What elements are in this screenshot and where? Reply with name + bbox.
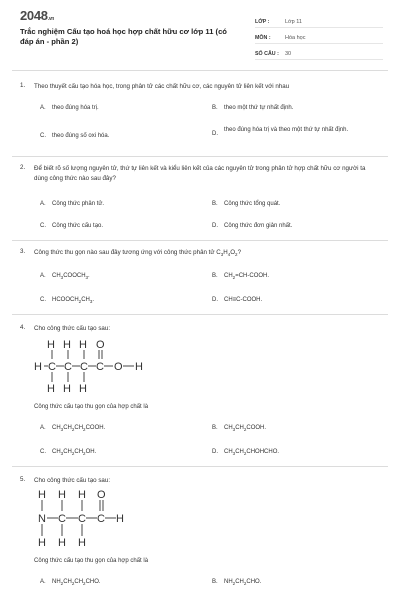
option-3a[interactable]: [40, 272, 90, 282]
option-text: theo đúng hóa trị và theo một thứ tự nhất định.: [224, 127, 349, 133]
atom-h: H: [79, 383, 87, 395]
option-letter: C.: [40, 297, 46, 303]
option-text: $CH_3CH_2CHOHCHO$.: [224, 449, 280, 457]
option-text: Công thức phân tử.: [52, 201, 105, 207]
atom-h: H: [58, 537, 66, 549]
atom-c: C: [48, 361, 56, 373]
question-text: Theo thuyết cấu tạo hóa học, trong phân tử các chất hữu cơ, các nguyên tử liên kết với nhau: [34, 83, 290, 90]
logo-suffix: .vn: [47, 16, 55, 22]
question-text: Cho công thức cấu tạo sau:: [34, 477, 111, 484]
option-2b[interactable]: [212, 200, 280, 209]
meta-label: MÔN :: [255, 35, 271, 41]
option-letter: A.: [40, 105, 46, 111]
option-letter: B.: [212, 201, 218, 207]
option-3d[interactable]: [212, 296, 262, 305]
atom-o: O: [97, 489, 106, 501]
meta-value: Lớp 11: [285, 19, 302, 25]
option-letter: C.: [40, 223, 46, 229]
question-stem: Công thức cấu tạo thu gọn của hợp chất là: [34, 558, 149, 564]
option-4d[interactable]: [212, 448, 279, 458]
option-letter: D.: [212, 449, 218, 455]
option-4c[interactable]: [40, 448, 96, 458]
option-text: $CH_3CH_2CH_2COOH$.: [52, 425, 106, 433]
meta-row-class: [255, 14, 383, 28]
atom-h: H: [47, 383, 55, 395]
question-text: Công thức thu gọn nào sau đây tương ứng với công thức phân tử $C_3H_4O_2$?: [34, 249, 242, 258]
option-2a[interactable]: [40, 200, 104, 209]
logo-text: 2048: [20, 8, 48, 23]
option-letter: C.: [40, 133, 46, 139]
question-number: 3.: [20, 248, 26, 255]
divider: [12, 314, 388, 315]
option-text: $CH_3CH_2COOH$.: [224, 425, 267, 433]
option-text: CH≡C-COOH.: [224, 297, 263, 303]
question-text: Để biết rõ số lượng nguyên tử, thứ tự liên kết và kiểu liên kết của các nguyên tử trong phân tử hợp chất hữu cơ người ta dùng công thức nào sau đây?: [34, 165, 366, 182]
atom-c: C: [96, 361, 104, 373]
option-letter: A.: [40, 425, 46, 431]
structural-formula-2: [36, 486, 176, 548]
option-letter: A.: [40, 273, 46, 279]
question-text: Cho công thức cấu tạo sau:: [34, 325, 111, 332]
meta-row-subject: [255, 30, 383, 44]
atom-h: H: [63, 339, 71, 351]
document-title: Trắc nghiệm Cấu tạo hoá học hợp chất hữu cơ lớp 11 (có đáp án - phần 2): [20, 27, 227, 46]
option-5b[interactable]: [212, 578, 261, 588]
option-letter: B.: [212, 273, 218, 279]
structural-formula-1: [36, 336, 176, 396]
option-text: Công thức đơn giản nhất.: [224, 223, 293, 229]
divider: [12, 156, 388, 157]
option-3b[interactable]: [212, 272, 269, 282]
divider: [12, 70, 388, 71]
meta-table: [255, 14, 383, 62]
question-number: 1.: [20, 82, 26, 89]
atom-c: C: [78, 513, 86, 525]
atom-c: C: [80, 361, 88, 373]
atom-c: C: [58, 513, 66, 525]
option-text: theo đúng hóa trị.: [52, 105, 99, 111]
meta-value: 30: [285, 51, 292, 57]
atom-h: H: [47, 339, 55, 351]
option-text: $NH_2CH_2CH_2CHO$.: [52, 579, 101, 587]
option-text: $CH_2=CH$-COOH.: [224, 273, 270, 281]
atom-c: C: [64, 361, 72, 373]
option-text: Công thức tổng quát.: [224, 201, 281, 207]
option-letter: C.: [40, 449, 46, 455]
question-number: 4.: [20, 324, 26, 331]
option-letter: A.: [40, 201, 46, 207]
atom-h: H: [38, 489, 46, 501]
option-text: theo một thứ tự nhất định.: [224, 105, 294, 111]
atom-h: H: [58, 489, 66, 501]
atom-h: H: [63, 383, 71, 395]
option-letter: D.: [212, 223, 218, 229]
option-text: $HCOOCH_2CH_3$.: [52, 297, 95, 305]
question-number: 5.: [20, 476, 26, 483]
atom-h: H: [79, 339, 87, 351]
option-1b[interactable]: [212, 104, 293, 113]
atom-h: H: [38, 537, 46, 549]
option-4b[interactable]: [212, 424, 266, 434]
option-4a[interactable]: [40, 424, 105, 434]
question-number: 2.: [20, 164, 26, 171]
option-3c[interactable]: [40, 296, 94, 306]
option-1a[interactable]: [40, 104, 99, 113]
option-2c[interactable]: [40, 222, 103, 231]
meta-value: Hóa học: [285, 35, 306, 41]
atom-c: C: [97, 513, 105, 525]
question-stem: Công thức cấu tạo thu gọn của hợp chất là: [34, 404, 149, 410]
option-letter: D.: [212, 297, 218, 303]
option-text: $CH_3COOCH_3$.: [52, 273, 90, 281]
option-letter: A.: [40, 579, 46, 585]
meta-label: LỚP :: [255, 19, 270, 25]
atom-o: O: [114, 361, 123, 373]
option-letter: B.: [212, 105, 218, 111]
meta-row-count: [255, 46, 383, 60]
atom-o: O: [96, 339, 105, 351]
divider: [12, 240, 388, 241]
option-text: $NH_2CH_2CHO$.: [224, 579, 262, 587]
atom-n: N: [38, 513, 46, 525]
option-1c[interactable]: [40, 132, 109, 141]
atom-h: H: [78, 537, 86, 549]
atom-h: H: [34, 361, 42, 373]
option-letter: B.: [212, 579, 218, 585]
option-1d[interactable]: [212, 126, 372, 137]
atom-h: H: [135, 361, 143, 373]
option-text: Công thức cấu tạo.: [52, 223, 104, 229]
option-5a[interactable]: [40, 578, 101, 588]
option-letter: D.: [212, 131, 218, 137]
meta-label: SỐ CÂU :: [255, 51, 279, 57]
site-logo[interactable]: [20, 8, 54, 23]
option-text: theo đúng số oxi hóa.: [52, 133, 110, 139]
atom-h: H: [78, 489, 86, 501]
option-letter: B.: [212, 425, 218, 431]
divider: [12, 466, 388, 467]
option-2d[interactable]: [212, 222, 292, 231]
atom-h: H: [116, 513, 124, 525]
option-text: $CH_3CH_2CH_2OH$.: [52, 449, 97, 457]
page-header: [0, 0, 400, 64]
